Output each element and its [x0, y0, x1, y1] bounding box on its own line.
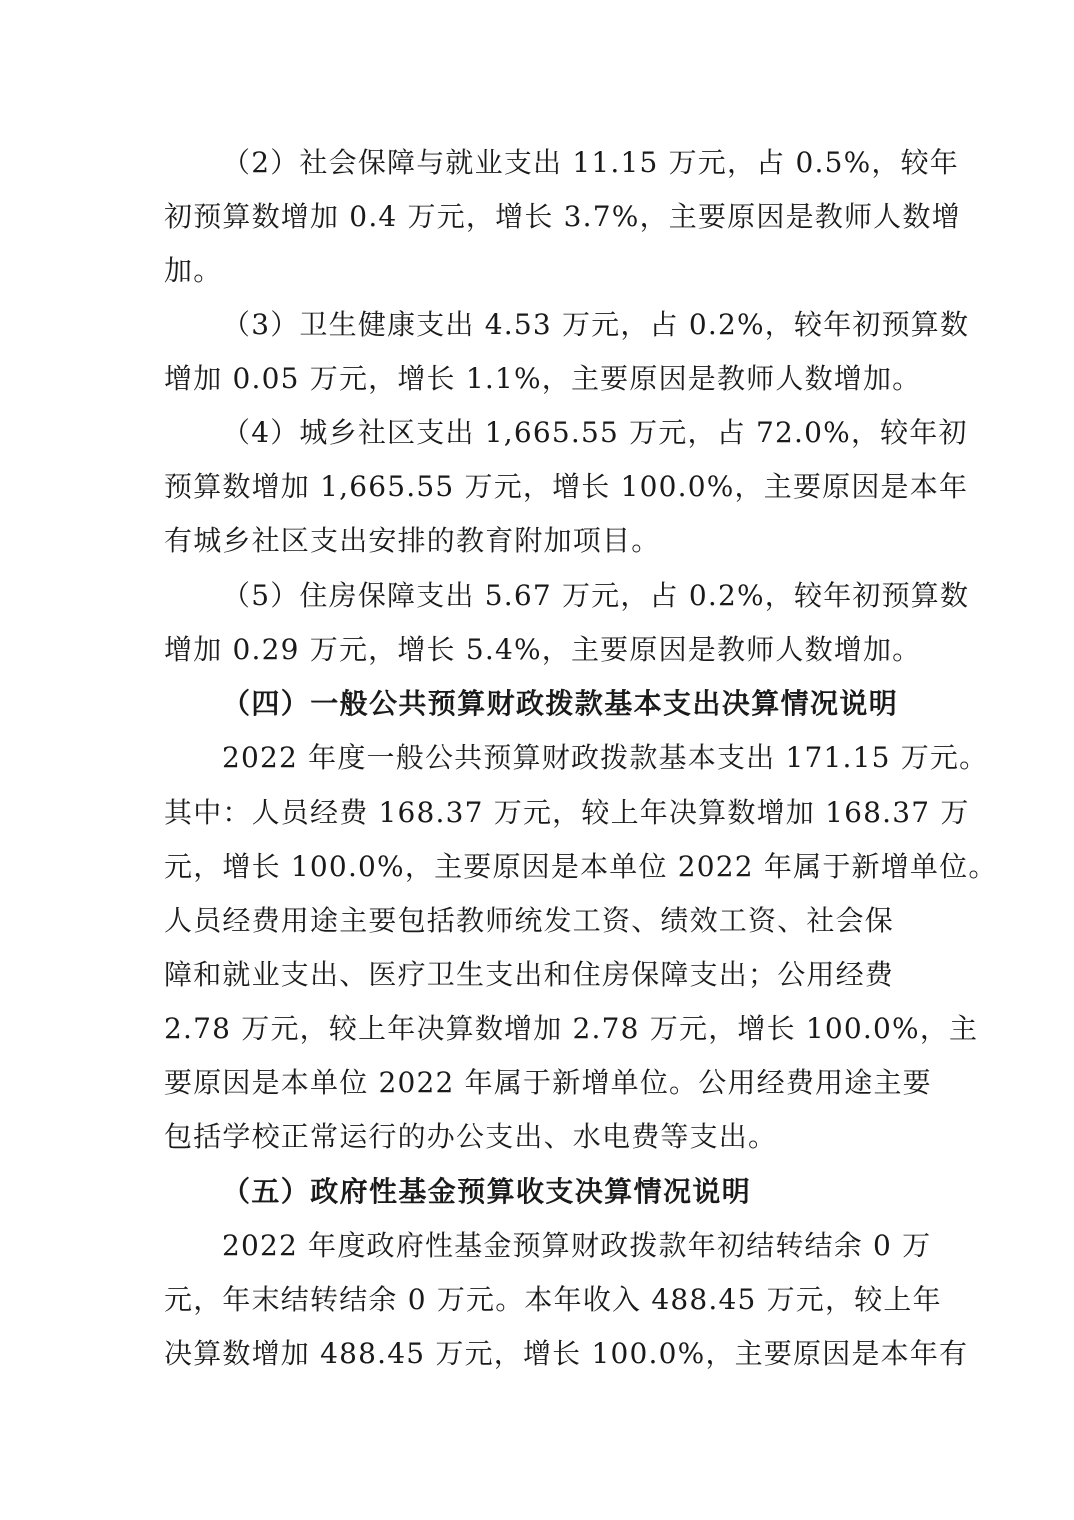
section-4-line-5: 障和就业支出、医疗卫生支出和住房保障支出；公用经费 — [164, 958, 895, 991]
section-5-line-2: 元，年末结转结余 0 万元。本年收入 488.45 万元，较上年 — [164, 1283, 942, 1316]
paragraph-4-line-2: 预算数增加 1,665.55 万元，增长 100.0%，主要原因是本年 — [164, 470, 969, 503]
paragraph-3-line-1: （3）卫生健康支出 4.53 万元，占 0.2%，较年初预算数 — [222, 308, 970, 341]
section-4-line-8: 包括学校正常运行的办公支出、水电费等支出。 — [164, 1120, 778, 1153]
paragraph-5-line-1: （5）住房保障支出 5.67 万元，占 0.2%，较年初预算数 — [222, 579, 970, 612]
section-4-line-7: 要原因是本单位 2022 年属于新增单位。公用经费用途主要 — [164, 1066, 932, 1099]
section-4-line-4: 人员经费用途主要包括教师统发工资、绩效工资、社会保 — [164, 904, 895, 937]
section-5-heading: （五）政府性基金预算收支决算情况说明 — [222, 1175, 752, 1208]
paragraph-2-line-2: 初预算数增加 0.4 万元，增长 3.7%，主要原因是教师人数增 — [164, 200, 961, 233]
paragraph-3-line-2: 增加 0.05 万元，增长 1.1%，主要原因是教师人数增加。 — [164, 362, 922, 395]
section-4-line-2: 其中：人员经费 168.37 万元，较上年决算数增加 168.37 万 — [164, 796, 970, 829]
section-4-line-1: 2022 年度一般公共预算财政拨款基本支出 171.15 万元。 — [222, 741, 989, 774]
paragraph-4-line-1: （4）城乡社区支出 1,665.55 万元，占 72.0%，较年初 — [222, 416, 968, 449]
section-4-heading: （四）一般公共预算财政拨款基本支出决算情况说明 — [222, 687, 899, 720]
section-4-line-3: 元，增长 100.0%，主要原因是本单位 2022 年属于新增单位。 — [164, 850, 998, 883]
paragraph-2-line-3: 加。 — [164, 254, 223, 287]
paragraph-5-line-2: 增加 0.29 万元，增长 5.4%，主要原因是教师人数增加。 — [164, 633, 922, 666]
section-5-line-3: 决算数增加 488.45 万元，增长 100.0%，主要原因是本年有 — [164, 1337, 969, 1370]
section-4-line-6: 2.78 万元，较上年决算数增加 2.78 万元，增长 100.0%，主 — [164, 1012, 979, 1045]
paragraph-4-line-3: 有城乡社区支出安排的教育附加项目。 — [164, 524, 661, 557]
section-5-line-1: 2022 年度政府性基金预算财政拨款年初结转结余 0 万 — [222, 1229, 932, 1262]
paragraph-2-line-1: （2）社会保障与就业支出 11.15 万元，占 0.5%，较年 — [222, 146, 960, 179]
